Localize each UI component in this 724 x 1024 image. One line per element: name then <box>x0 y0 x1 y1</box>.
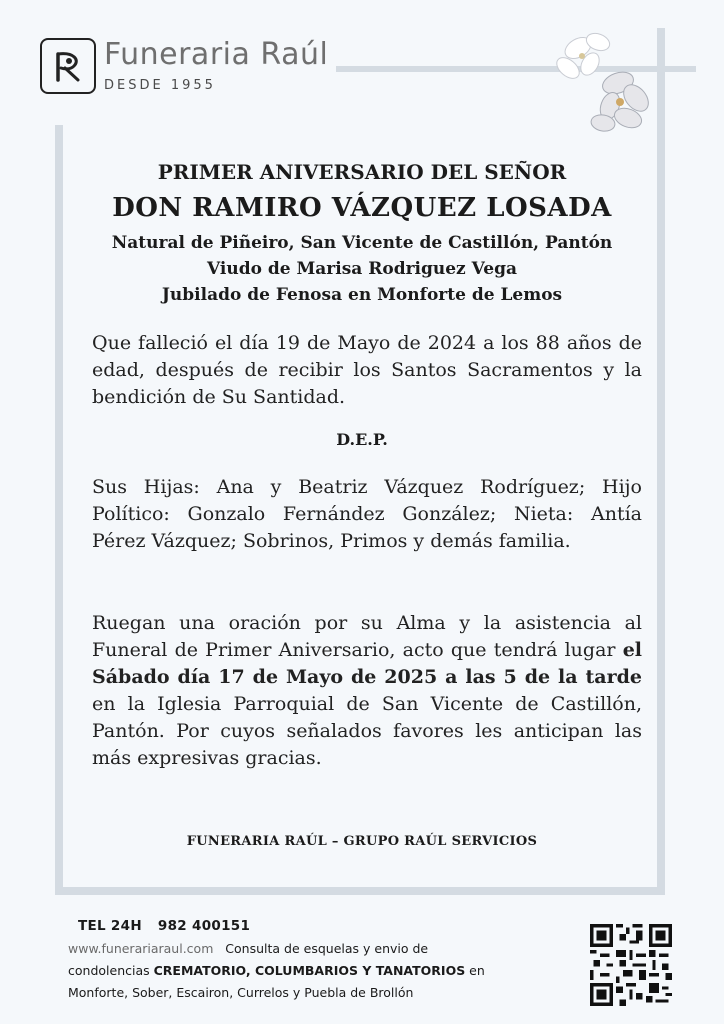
funeral-paragraph <box>92 610 642 772</box>
phone-line <box>68 918 568 934</box>
contact-line <box>68 938 568 960</box>
frame-line-right <box>657 28 665 895</box>
locations-line: Monforte, Sober, Escairon, Currelos y Puebla de Brollón <box>68 985 414 1000</box>
contact-info <box>68 938 568 1004</box>
footer <box>68 918 568 1004</box>
r-monogram-icon <box>40 38 96 94</box>
brand-logo <box>40 38 328 94</box>
family-paragraph: Sus Hijas: Ana y Beatriz Vázquez Rodríguez; Hijo Político: Gonzalo Fernández González; Nieta: Antía Pérez Vázquez; Sobrinos, Primos y demás familia. <box>92 476 642 552</box>
qr-code-icon <box>590 924 672 1010</box>
website-link[interactable]: www.funerariaraul.com <box>68 941 214 956</box>
phone-label: TEL 24H <box>78 918 142 934</box>
deceased-name: DON RAMIRO VÁZQUEZ LOSADA <box>112 193 612 223</box>
detail-line: Natural de Piñeiro, San Vicente de Castillón, Pantón <box>111 233 613 253</box>
contact-text: en <box>465 963 485 978</box>
detail-line: Viudo de Marisa Rodriguez Vega <box>207 259 517 279</box>
detail-line: Jubilado de Fenosa en Monforte de Lemos <box>161 285 563 305</box>
services-list: CREMATORIO, COLUMBARIOS Y TANATORIOS <box>153 963 466 978</box>
deceased-details <box>80 230 644 308</box>
brand-since: DESDE 1955 <box>104 78 216 93</box>
signature: FUNERARIA RAÚL – GRUPO RAÚL SERVICIOS <box>186 834 538 849</box>
frame-line-bottom <box>55 887 665 895</box>
funeral-date: el Sábado día 17 de Mayo de 2025 a las 5 de la tarde <box>92 639 642 688</box>
death-paragraph: Que falleció el día 19 de Mayo de 2024 a los 88 años de edad, después de recibir los Santos Sacramentos y la bendición de Su Santidad. <box>92 332 642 408</box>
contact-line <box>68 960 568 982</box>
dep-label: D.E.P. <box>336 430 388 449</box>
phone-number: 982 400151 <box>157 918 251 934</box>
flower-icon <box>548 28 658 142</box>
funeral-text: en la Iglesia Parroquial de San Vicente de Castillón, Pantón. Por cuyos señalados favores les anticipan las más expresivas gracias. <box>92 693 642 769</box>
frame-line-left <box>55 125 63 895</box>
anniversary-title: PRIMER ANIVERSARIO DEL SEÑOR <box>157 160 567 184</box>
contact-text: condolencias <box>68 963 154 978</box>
funeral-text: Ruegan una oración por su Alma y la asistencia al Funeral de Primer Aniversario, acto que tendrá lugar <box>92 612 642 661</box>
contact-text: Consulta de esquelas y envio de <box>225 941 429 956</box>
brand-name: Funeraria Raúl <box>104 37 329 72</box>
